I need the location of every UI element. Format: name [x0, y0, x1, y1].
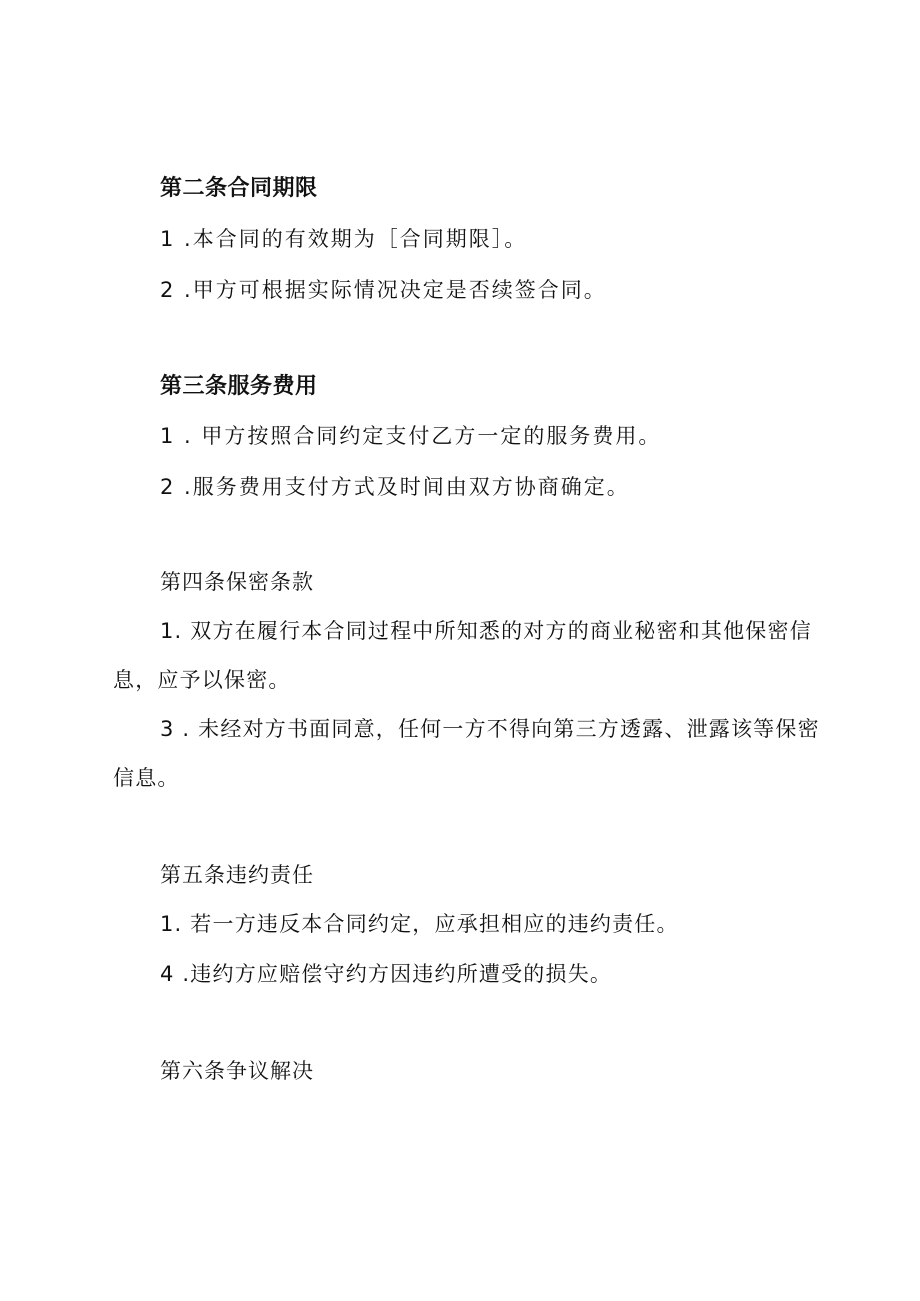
section-4-heading: 第四条保密条款	[160, 570, 314, 594]
section-4-item-1-line-2: 息，应予以保密。	[113, 668, 291, 692]
section-2-item-1: 1 .本合同的有效期为［合同期限］。	[160, 227, 528, 251]
section-4-item-1-line-1: 1. 双方在履行本合同过程中所知悉的对方的商业秘密和其他保密信	[160, 619, 812, 643]
section-3-heading: 第三条服务费用	[160, 374, 318, 399]
section-6-heading: 第六条争议解决	[160, 1059, 314, 1083]
section-3-item-1: 1 . 甲方按照合同约定支付乙方一定的服务费用。	[160, 424, 662, 448]
section-3-item-2: 2 .服务费用支付方式及时间由双方协商确定。	[160, 475, 630, 499]
section-2-heading: 第二条合同期限	[160, 176, 318, 201]
section-4-item-2-line-1: 3 . 未经对方书面同意，任何一方不得向第三方透露、泄露该等保密	[160, 717, 820, 741]
section-2-item-2: 2 .甲方可根据实际情况决定是否续签合同。	[160, 278, 607, 302]
section-4-item-2-line-2: 信息。	[113, 766, 180, 790]
section-5-item-1: 1. 若一方违反本合同约定，应承担相应的违约责任。	[160, 912, 679, 936]
section-5-heading: 第五条违约责任	[160, 863, 314, 887]
section-5-item-2: 4 .违约方应赔偿守约方因违约所遭受的损失。	[160, 962, 613, 986]
